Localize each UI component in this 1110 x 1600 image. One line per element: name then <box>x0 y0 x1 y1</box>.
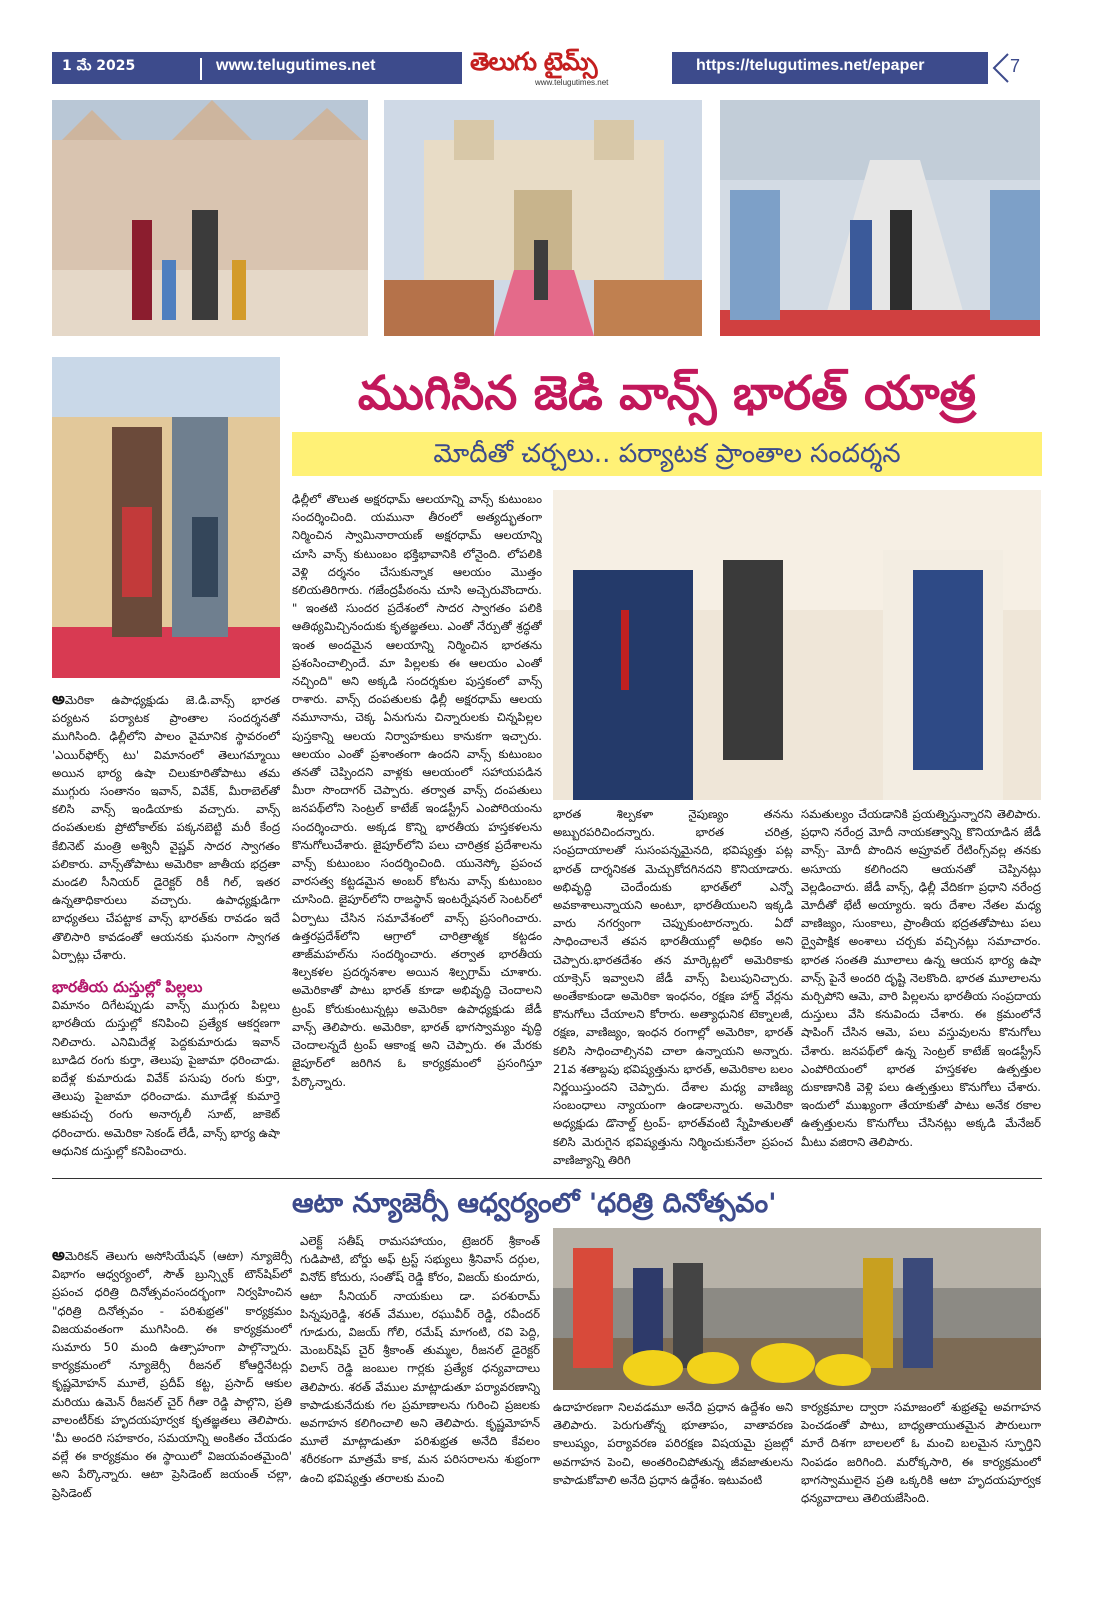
photo-vance-meets-modi <box>553 490 1041 800</box>
epaper-url-link[interactable]: https://telugutimes.net/epaper <box>696 57 925 74</box>
article2-col3-text: ఉదాహరణగా నిలవడమూ అనేది ప్రధాన ఉద్దేశం అని తెలిపారు. పెరుగుతోన్న భూతాపం, వాతావరణ కాలుష్యం, పర్యావరణ పరిరక్షణ విషయమై ప్రజల్లో అవగాహన పెంచి, అంతరించిపోతున్న జీవజాతులను కాపాడుకోవాలి అనేది ప్రధాన ఉద్దేశం. ఇటువంటి <box>553 1400 793 1487</box>
article1-col1-para2: విమానం దిగేటప్పుడు వాన్స్ ముగ్గురు పిల్లలు భారతీయ దుస్తుల్లో కనిపించి ప్రత్యేక ఆకర్షణగా నిలిచారు. ఎనిమిదేళ్ల పెద్దకుమారుడు ఇవాన్ బూడిద రంగు కుర్తా, తెలుపు పైజామా ధరించాడు. ఐదేళ్ల కుమారుడు వివేక్ పసుపు రంగు కుర్తా, తెలుపు పైజామా ధరించాడు. మూడేళ్ల కుమార్తె ఆకుపచ్చ రంగు అనార్కలీ సూట్, జాకెట్ ధరించారు. అమెరికా సెకండ్ లేడీ, వాన్స్ భార్య ఉషా ఆధునిక దుస్తుల్లో కనిపించారు. <box>52 998 280 1158</box>
article2-column-4 <box>801 1398 1041 1576</box>
article2-column-2 <box>300 1232 540 1576</box>
article2-column-1 <box>52 1246 292 1576</box>
article1-column-4 <box>801 805 1041 1170</box>
photo-airport-arrival <box>720 100 1040 336</box>
dropcap: అ <box>52 690 65 708</box>
article2-col4-text: కార్యక్రమాల ద్వారా సమాజంలో శుభ్రతపై అవగాహన పెంచడంతో పాటు, బాధ్యతాయుతమైన పౌరులుగా మారే దిశగా బాలలలో ఓ మంచి బలమైన స్ఫూర్తిని నింపడం జరిగింది. మరోక్కసారి, ఈ కార్యక్రమంలో భాగస్వాములైన ప్రతి ఒక్కరికి ఆటా హృదయపూర్వక ధన్యవాదాలు తెలియజేసింది. <box>801 1400 1041 1506</box>
article1-subheadline: మోదీతో చర్చలు.. పర్యాటక ప్రాంతాల సందర్శన <box>433 439 901 469</box>
article1-col1-para1: మెరికా ఉపాధ్యక్షుడు జె.డి.వాన్స్ భారత పర్యటన పర్యాటక ప్రాంతాల సందర్శనతో ముగిసింది. ఢిల్లీలోని పాలం వైమానిక స్థావరంలో 'ఎయిర్‌ఫోర్స్ టు' విమానంలో తెలుగమ్మాయి అయిన భార్య ఉషా చిలుకూరితోపాటు తమ ముగ్గురు సంతానం ఇవాన్, వివేక్, మీరాబెల్‌తో కలిసి వాన్స్ ఇండియాకు వచ్చారు. వాన్స్ దంపతులకు ప్రోటోకాల్‌కు పక్కనబెట్టి మరీ కేంద్ర కేబినెట్ మంత్రి అశ్వినీ వైష్ణవ్ సాదర స్వాగతం పలికారు. వాన్స్‌తోపాటు అమెరికా జాతీయ భద్రతా మండలి సీనియర్ డైరెక్టర్ రికీ గిల్, ఇతర ఉన్నతాధికారులు వచ్చారు. ఉపాధ్యక్షుడిగా బాధ్యతలు చేపట్టాక వాన్స్ భారత్‌కు రావడం ఇదే తొలిసారి కావడంతో ఆయనకు ఘనంగా స్వాగత ఏర్పాట్లు చేశారు. <box>52 693 280 962</box>
issue-date: 1 మే 2025 <box>62 58 136 74</box>
header-divider <box>200 58 202 80</box>
site-url-link[interactable]: www.telugutimes.net <box>216 57 376 74</box>
photo-amber-fort <box>384 100 702 336</box>
article1-col3-text: భారత శిల్పకళా నైపుణ్యం తనను అబ్బురపరిచిందన్నారు. భారత చరిత్ర, సంప్రదాయాలతో సుసంపన్నమైనది, భవిష్యత్తు పట్ల భారత్ దార్శనికత మెచ్చుకోదగినదని కొనియాడారు. అభివృద్ధి చెందేందుకు భారత్‌లో ఎన్నో అవకాశాలున్నాయని అంటూ, భారతీయులని ఇక్కడి వారు నగర్వంగా చెప్పుకుంటారన్నారు. ఏదో సాధించాలనే తపన భారతీయుల్లో అధికం అని చెప్పారు.భారతదేశం తన మార్కెట్లలో అమెరికాకు యాక్సెస్ ఇవ్వాలని జేడీ వాన్స్ పిలుపునిచ్చారు. అంతేకాకుండా అమెరికా ఇంధనం, రక్షణ హార్డ్ వేర్లను కొనుగోలు చేయాలని కోరారు. అత్యాధునిక టెక్నాలజీ, రక్షణ, వాణిజ్యం, ఇంధన రంగాల్లో అమెరికా, భారత్ కలిసి సాధించాల్సినవి చాలా ఉన్నాయని అన్నారు. 21వ శతాబ్దపు భవిష్యత్తును భారత్, అమెరికాల బలం నిర్ణయిస్తుందని చెప్పారు. దేశాల మధ్య వాణిజ్య సంబంధాలు న్యాయంగా ఉండాలన్నారు. అమెరికా అధ్యక్షుడు డొనాల్డ్ ట్రంప్- భారత్‌వంటి స్నేహితులతో కలిసి మెరుగైన భవిష్యత్తును నిర్మించుకునేలా ప్రపంచ వాణిజ్యాన్ని తిరిగి <box>553 807 793 1167</box>
article1-col2-text: ఢిల్లీలో తొలుత అక్షరధామ్ ఆలయాన్ని వాన్స్ కుటుంబం సందర్శించింది. యమునా తీరంలో అత్యద్భుతంగా నిర్మించిన స్వామినారాయణ్ అక్షరధామ్ ఆలయాన్ని చూసి వాన్స్ కుటుంబం భక్తిభావానికి లోనైంది. లోపలికి వెళ్లి దర్శనం చేసుకున్నాక ఆలయం మొత్తం కలియతిరిగారు. గజేంద్రపీఠంను చూసి అచ్చెరువొందారు. " ఇంతటి సుందర ప్రదేశంలో సాదర స్వాగతం పలికి ఆతిథ్యమిచ్చినందుకు కృతజ్ఞతలు. ఎంతో నేర్పుతో శ్రద్ధతో ఇంత అందమైన ఆలయాన్ని నిర్మించిన భారతను ప్రశంసించాల్సిందే. మా పిల్లలకు ఈ ఆలయం ఎంతో నచ్చింది" అని అక్కడి సందర్శకుల పుస్తకంలో వాన్స్ రాశారు. వాన్స్ దంపతులకు ఢిల్లీ అక్షరధామ్ ఆలయ నమూనాను, చెక్క ఏనుగును చిన్నారులకు చిన్నపిల్లల పుస్తకాన్ని ఆలయ నిర్వాహకులు కానుకగా ఇచ్చారు. ఆలయం ఎంతో ప్రశాంతంగా ఉందని వాన్స్ కుటుంబం తనతో చెప్పిందని వాళ్లకు ఆలయంలో సహాయపడిన మీరా సొందాగర్ చెప్పారు. తర్వాత వాన్స్ దంపతులు జనపథ్‌లోని సెంట్రల్ కాటేజ్ ఇండస్ట్రీస్ ఎంపోరియంను సందర్శించారు. అక్కడ కొన్ని భారతీయ హస్తకళలను కొనుగోలుచేశారు. జైపూర్‌లోని పలు చారిత్రక ప్రదేశాలను వాన్స్ కుటుంబం సందర్శించింది. యునెస్కో ప్రపంచ వారసత్వ కట్టడమైన అంబర్ కోటను వాన్స్ కుటుంబం చూసింది. జైపూర్‌లోని రాజస్థాన్ ఇంటర్నేషనల్ సెంటర్‌లో ఏర్పాటు చేసిన సమావేశంలో వాన్స్ ప్రసంగించారు. ఉత్తరప్రదేశ్‌లోని ఆగ్రాలో చారిత్రాత్మక కట్టడం తాజ్‌మహల్‌ను సందర్శించారు. తర్వాత భారతీయ శిల్పకళల ప్రదర్శనశాల అయిన శిల్పగ్రామ్ చూశారు. అమెరికాతో పాటు భారత్ కూడా అభివృద్ధి చెందాలని ట్రంప్ కోరుకుంటున్నట్లు అమెరికా ఉపాధ్యక్షుడు జేడీ వాన్స్ తెలిపారు. అమెరికా, భారత్ భాగస్వామ్యం వృద్ధి చెందాలన్నదే ట్రంప్ ఆకాంక్ష అని చెప్పారు. ఈ మేరకు జైపూర్‌లో జరిగిన ఓ కార్యక్రమంలో ప్రసంగిస్తూ పేర్కొన్నారు. <box>292 492 542 1089</box>
article2-col1-text: మెరికన్ తెలుగు అసోసియేషన్ (ఆటా) న్యూజెర్సీ విభాగం ఆధ్వర్యంలో, సౌత్ బ్రున్స్విక్ టౌన్‌షిప్‌లో ప్రపంచ ధరిత్రి దినోత్సవంసందర్భంగా నిర్వహించిన "ధరిత్రి దినోత్సవం - పరిశుభ్రత" కార్యక్రమం విజయవంతంగా ముగిసింది. ఈ కార్యక్రమంలో సుమారు 50 మంది ఉత్సాహంగా పాల్గొన్నారు. కార్యక్రమంలో న్యూజెర్సీ రీజనల్ కోఆర్డినేటర్లు కృష్ణమోహన్ మూలే, ప్రదీప్ కట్ట, ప్రసాద్ ఆకుల మరియు ఉమెన్ రీజనల్ చైర్ గీతా రెడ్డి పాల్గొని, ప్రతి వాలంటీర్‌కు హృదయపూర్వక కృతజ్ఞతలు తెలిపారు. 'మీ అందరి సహకారం, సమయాన్ని అంకితం చేయడం వల్లే ఈ కార్యక్రమం ఈ స్థాయిలో విజయవంతమైంది' అని పేర్కొన్నారు. ఆటా ప్రెసిడెంట్ జయంత్ చల్లా, ప్రెసిడెంట్ <box>52 1249 292 1500</box>
article2-headline: ఆటా న్యూజెర్సీ ఆధ్వర్యంలో 'ధరిత్రి దినోత్సవం' <box>292 1188 777 1219</box>
masthead-logo-url: www.telugutimes.net <box>535 78 609 87</box>
dropcap-2: అ <box>52 1246 65 1264</box>
photo-earth-day-volunteers <box>553 1228 1041 1390</box>
page-number: 7 <box>1010 56 1021 76</box>
article1-column-1 <box>52 690 280 1170</box>
article1-col4-text: సమతుల్యం చేయడానికి ప్రయత్నిస్తున్నారని తెలిపారు. ప్రధాని నరేంద్ర మోదీ నాయకత్వాన్ని కొనియాడిన జేడీ వాన్స్- మోదీ పొందిన అప్రూవల్ రేటింగ్స్‌వల్ల తనకు అసూయ కలిగిందని ఆయనతో చెప్పినట్లు వెల్లడించారు. జేడీ వాన్స్, ఢిల్లీ వేదికగా ప్రధాని నరేంద్ర మోదీతో భేటీ అయ్యారు. ఇరు దేశాల నేతల మధ్య వాణిజ్యం, సుంకాలు, ప్రాంతీయ భద్రతతోపాటు పలు ద్వైపాక్షిక అంశాలు చర్చకు వచ్చినట్లు సమాచారం. భారత సంతతి మూలాలు ఉన్న ఆయన భార్య ఉషా వాన్స్ పైనే అందరి దృష్టి నెలకొంది. భారత మూలాలను మర్చిపోని ఆమె, వారి పిల్లలను భారతీయ సంప్రదాయ దుస్తులు వేసి కనువిందు చేశారు. ఈ క్రమంలోనే షాపింగ్ చేసిన ఆమె, పలు వస్తువులను కొనుగోలు చేశారు. జనపథ్‌లో ఉన్న సెంట్రల్ కాటేజ్ ఇండస్ట్రీస్ ఎంపోరియంలో భారత హస్తకళల ఉత్పత్తుల దుకాణానికి వెళ్లి పలు ఉత్పత్తులు కొనుగోలు చేశారు. ఇందులో ముఖ్యంగా తేయాకుతో పాటు అనేక రకాల ఉత్పత్తులను కొనుగోలు చేసినట్లు అక్కడి మేనేజర్ మీటు వజిరాని తెలిపారు. <box>801 807 1041 1149</box>
masthead-logo[interactable]: తెలుగు టైమ్స్ <box>470 47 597 76</box>
article1-column-2 <box>292 490 542 1170</box>
photo-vance-family-jaipur <box>52 357 280 678</box>
article2-column-3 <box>553 1398 793 1576</box>
article-divider <box>52 1178 1042 1179</box>
photo-akshardham-temple <box>52 100 368 336</box>
section-title: భారతీయ దుస్తుల్లో పిల్లలు <box>52 978 203 997</box>
article1-headline: ముగిసిన జెడి వాన్స్ భారత్ యాత్ర <box>357 366 977 421</box>
article2-col2-text: ఎలెక్ట్ సతీష్ రామసహాయం, ట్రెజరర్ శ్రీకాంత్ గుడిపాటి, బోర్డు అఫ్ ట్రస్ట్ సభ్యులు శ్రీనివాస్ దర్గుల, వినోద్ కోదురు, సంతోష్ రెడ్డి కోరం, విజయ్ కుందూరు, ఆటా సీనియర్ నాయకులు డా. పరశురామ్ పిన్నపురెడ్డి, శరత్ వేముల, రఘువీర్ రెడ్డి, రవీందర్ గూడురు, విజయ్ గోలి, రమేష్ మాగంటి, రవి పెద్ది, మెంబర్‌షిప్ చైర్ శ్రీకాంత్ తుమ్మల, రీజనల్ డైరెక్టర్ విలాస్ రెడ్డి జంబుల గార్లకు ప్రత్యేక ధన్యవాదాలు తెలిపారు. శరత్ వేముల మాట్లాడుతూ పర్యావరణాన్ని కాపాడుకునేదుకు గల ప్రమాణాలను గురించి ప్రజలకు అవగాహన కలిగించాలి అని తెలిపారు. కృష్ణమోహన్ మూలే మాట్లాడుతూ పరిశుభ్రత అనేది కేవలం శరీరకంగా మాత్రమే కాక, మన పరిసరాలను శుభ్రంగా ఉంచి భవిష్యత్తు తరాలకు మంచి <box>300 1234 540 1485</box>
article1-column-3 <box>553 805 793 1170</box>
